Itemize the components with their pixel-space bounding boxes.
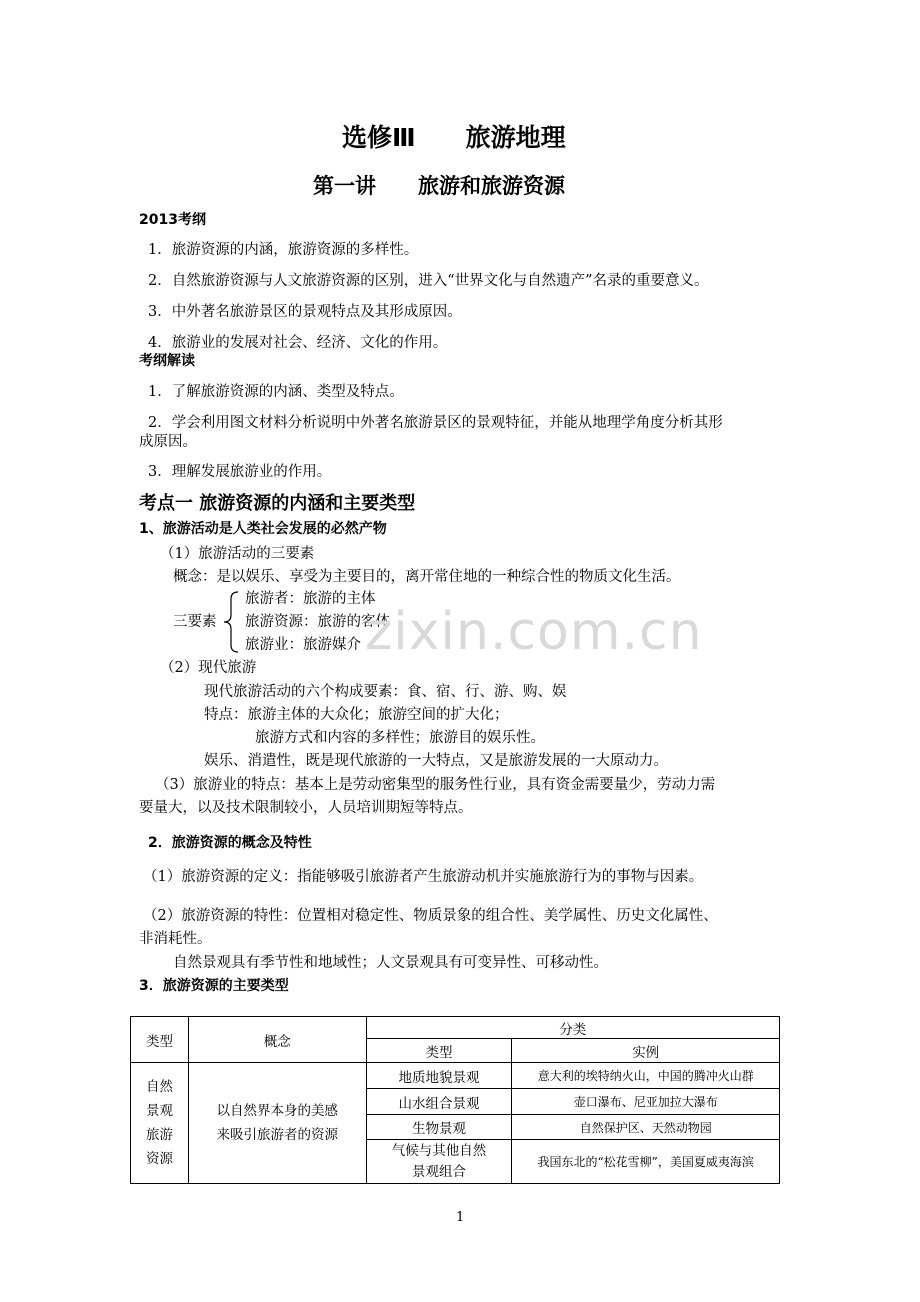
paragraph: 娱乐、消遣性，既是现代旅游的一大特点，又是旅游发展的一大原动力。 xyxy=(204,753,668,769)
brace-icon xyxy=(220,590,242,654)
section-heading: 考点一 旅游资源的内涵和主要类型 xyxy=(139,493,416,514)
interpretation-item: 3．理解发展旅游业的作用。 xyxy=(148,464,332,480)
paragraph: （2）现代旅游 xyxy=(160,660,257,676)
table-example-cell: 自然保护区、天然动物园 xyxy=(512,1115,780,1140)
watermark: zixin.com.cn xyxy=(365,602,703,662)
subtype-line: 气候与其他自然 xyxy=(391,1142,487,1159)
subsection-heading: 2．旅游资源的概念及特性 xyxy=(148,835,312,851)
lecture-title: 第一讲 旅游和旅游资源 xyxy=(313,174,565,198)
paragraph: 特点：旅游主体的大众化；旅游空间的扩大化； xyxy=(204,707,509,723)
table-example-cell: 我国东北的“松花雪柳”，美国夏威夷海滨 xyxy=(512,1140,780,1184)
three-elements-label: 三要素 xyxy=(173,614,217,630)
category-line: 旅游 xyxy=(145,1127,173,1143)
paragraph: （3）旅游业的特点：基本上是劳动密集型的服务性行业，具有资金需要量少，劳动力需 xyxy=(155,777,716,793)
subsection-heading: 1、旅游活动是人类社会发展的必然产物 xyxy=(139,521,387,537)
interpretation-heading: 考纲解读 xyxy=(139,353,195,369)
subtype-line: 景观组合 xyxy=(412,1163,466,1180)
resource-type-table xyxy=(130,1016,780,1184)
three-element-item: 旅游者：旅游的主体 xyxy=(245,591,376,607)
syllabus-item: 1．旅游资源的内涵，旅游资源的多样性。 xyxy=(148,242,419,258)
category-line: 自然 xyxy=(145,1079,173,1095)
table-example-cell: 意大利的埃特纳火山，中国的腾冲火山群 xyxy=(512,1063,780,1089)
concept-line: 以自然界本身的美感 xyxy=(216,1103,339,1119)
syllabus-item: 4．旅游业的发展对社会、经济、文化的作用。 xyxy=(148,335,448,351)
paragraph: 自然景观具有季节性和地域性；人文景观具有可变异性、可移动性。 xyxy=(173,955,608,971)
paragraph: （1）旅游资源的定义：指能够吸引旅游者产生旅游动机并实施旅游行为的事物与因素。 xyxy=(143,869,704,885)
table-subtype-cell xyxy=(366,1140,512,1184)
table-subtype-cell: 生物景观 xyxy=(366,1115,512,1140)
table-header-subtype: 类型 xyxy=(366,1039,512,1063)
syllabus-item: 3．中外著名旅游景区的景观特点及其形成原因。 xyxy=(148,304,462,320)
subsection-heading: 3．旅游资源的主要类型 xyxy=(139,978,289,994)
paragraph: 现代旅游活动的六个构成要素：食、宿、行、游、购、娱 xyxy=(204,684,567,700)
concept-line: 来吸引旅游者的资源 xyxy=(216,1127,339,1143)
paragraph: 旅游方式和内容的多样性；旅游目的娱乐性。 xyxy=(255,730,545,746)
interpretation-item: 1．了解旅游资源的内涵、类型及特点。 xyxy=(148,384,404,400)
table-header-type: 类型 xyxy=(131,1017,189,1063)
page-number: 1 xyxy=(456,1210,465,1225)
paragraph: 非消耗性。 xyxy=(139,931,212,947)
paragraph: 概念：是以娱乐、享受为主要目的，离开常住地的一种综合性的物质文化生活。 xyxy=(173,569,681,585)
table-concept-cell xyxy=(188,1063,366,1184)
syllabus-item: 2．自然旅游资源与人文旅游资源的区别，进入“世界文化与自然遗产”名录的重要意义。 xyxy=(148,273,709,289)
page-title: 选修Ⅲ 旅游地理 xyxy=(342,123,566,152)
table-example-cell: 壶口瀑布、尼亚加拉大瀑布 xyxy=(512,1089,780,1115)
category-line: 景观 xyxy=(145,1103,173,1119)
table-subtype-cell: 地质地貌景观 xyxy=(366,1063,512,1089)
paragraph: （2）旅游资源的特性：位置相对稳定性、物质景象的组合性、美学属性、历史文化属性、 xyxy=(143,908,718,924)
paragraph: 要量大，以及技术限制较小，人员培训期短等特点。 xyxy=(139,800,473,816)
three-element-item: 旅游业：旅游媒介 xyxy=(245,637,361,653)
table-header-class: 分类 xyxy=(366,1017,779,1039)
syllabus-heading: 2013考纲 xyxy=(139,212,206,228)
interpretation-item: 2．学会利用图文材料分析说明中外著名旅游景区的景观特征，并能从地理学角度分析其形 xyxy=(148,415,723,431)
table-header-example: 实例 xyxy=(512,1039,780,1063)
table-header-concept: 概念 xyxy=(188,1017,366,1063)
three-element-item: 旅游资源：旅游的客体 xyxy=(245,614,390,630)
paragraph: （1）旅游活动的三要素 xyxy=(160,546,315,562)
table-subtype-cell: 山水组合景观 xyxy=(366,1089,512,1115)
table-category-cell xyxy=(131,1063,189,1184)
category-line: 资源 xyxy=(145,1151,173,1167)
interpretation-item: 成原因。 xyxy=(139,434,197,450)
